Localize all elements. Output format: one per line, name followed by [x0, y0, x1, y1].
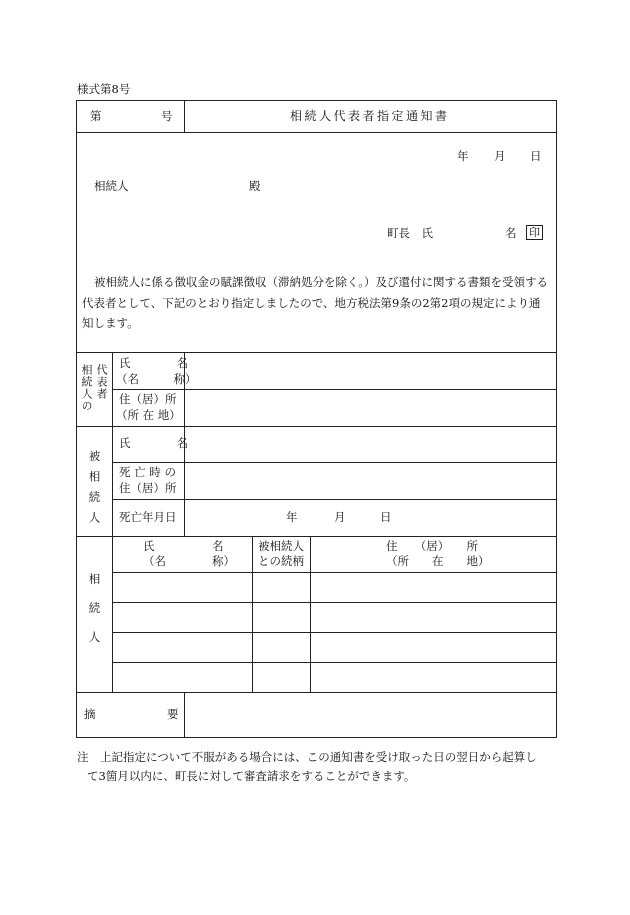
deceased-name-field[interactable] [185, 427, 556, 462]
deceased-name-label: 氏 名 [119, 436, 188, 450]
rep-address-label-2: （所 在 地） [116, 408, 181, 422]
document-title: 相続人代表者指定通知書 [290, 109, 450, 123]
representative-side-label-2: 相続人の [80, 364, 93, 412]
rep-address-label-1: 住（居）所 [119, 392, 177, 406]
addressee-honorific: 殿 [249, 179, 261, 193]
rep-name-field[interactable] [185, 353, 556, 389]
note-line-2: て3箇月以内に、町長に対して審査請求をすることができます。 [87, 769, 416, 783]
heirs-col-relation-1: 被相続人 [258, 539, 304, 553]
body-line-3: 知します。 [82, 316, 139, 330]
body-line-1: 被相続人に係る徴収金の賦課徴収（滞納処分を除く。）及び還付に関する書類を受領する [94, 275, 549, 289]
summary-field[interactable] [185, 693, 556, 737]
issuer-name-label: 名 [505, 226, 517, 240]
representative-side-label-1: 代表者 [95, 364, 108, 400]
summary-label-left: 摘 [84, 707, 96, 721]
heir-row[interactable] [113, 603, 557, 633]
heir-row[interactable] [113, 663, 557, 693]
rep-name-label-1: 氏 名 [119, 356, 188, 370]
death-month: 月 [334, 510, 346, 524]
rep-address-field[interactable] [185, 390, 556, 426]
heirs-col-address-1: 住 （居） 所 [386, 539, 478, 553]
issuer-title: 町長 氏 [387, 226, 433, 240]
form-label: 様式第8号 [77, 82, 131, 96]
heir-row[interactable] [113, 633, 557, 663]
date-year: 年 [457, 149, 469, 163]
deceased-address-label-1: 死 亡 時 の [119, 465, 176, 479]
death-day: 日 [380, 510, 392, 524]
rep-name-label-2: （名 称） [116, 372, 197, 386]
heirs-col-name-2: （名 称） [143, 554, 235, 568]
date-month: 月 [494, 149, 506, 163]
heir-row[interactable] [113, 573, 557, 603]
note-line-1: 注 上記指定について不服がある場合には、この通知書を受け取った日の翌日から起算し [77, 750, 537, 764]
heirs-col-relation-2: との続柄 [258, 554, 304, 568]
seal-mark: 印 [526, 225, 543, 240]
deceased-side-label: 被相続人 [87, 450, 102, 532]
number-prefix: 第 [90, 109, 102, 123]
date-day: 日 [530, 149, 542, 163]
deceased-address-label-2: 住（居）所 [119, 481, 177, 495]
death-year: 年 [286, 510, 298, 524]
heirs-side-label: 相 続 人 [87, 573, 102, 646]
summary-label-right: 要 [167, 707, 179, 721]
number-suffix: 号 [161, 109, 173, 123]
death-date-label: 死亡年月日 [119, 510, 177, 524]
heirs-col-address-2: （所 在 地） [386, 554, 490, 568]
deceased-address-field[interactable] [185, 463, 556, 499]
heirs-col-name-1: 氏 名 [143, 539, 224, 553]
addressee-label: 相続人 [94, 179, 129, 193]
body-line-2: 代表者として、下記のとおり指定しましたので、地方税法第9条の2第2項の規定により通 [82, 296, 541, 310]
